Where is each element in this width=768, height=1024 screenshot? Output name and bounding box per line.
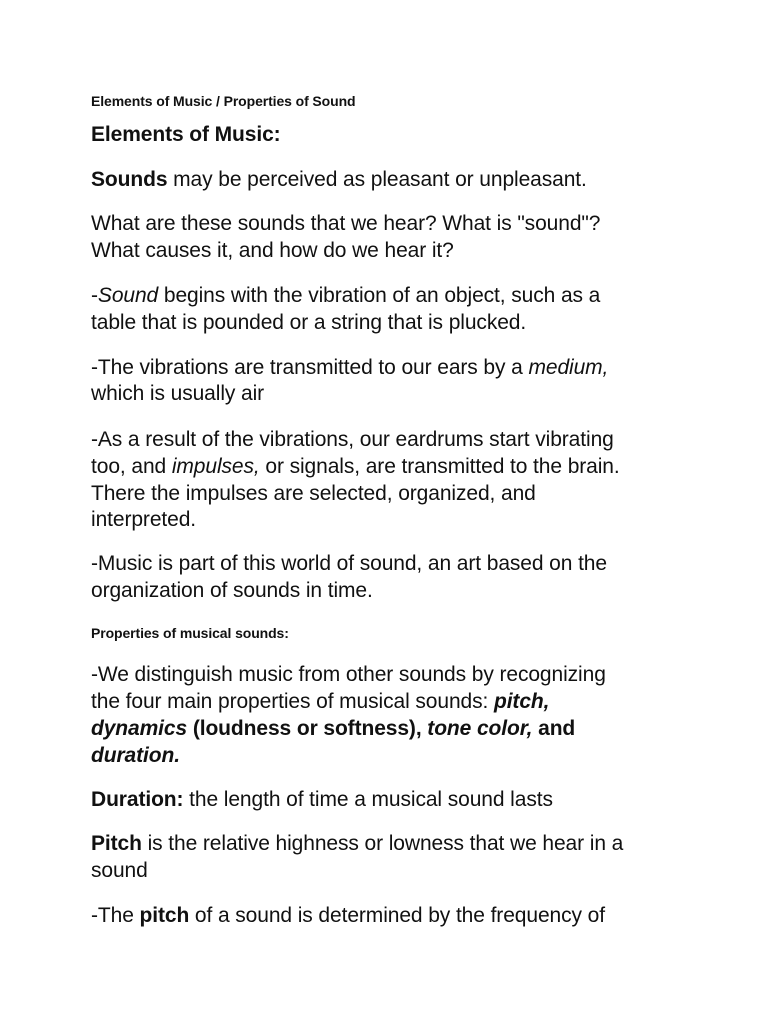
paragraph-pitch-line1: Pitch is the relative highness or lowness that we hear in a <box>91 832 624 855</box>
tone-color-term: tone color, <box>427 717 533 740</box>
paragraph-sounds: Sounds may be perceived as pleasant or unpleasant. <box>91 168 587 191</box>
paragraph-properties-line4 <box>91 743 180 769</box>
paragraph-properties-line1: -We distinguish music from other sounds by recognizing <box>91 663 606 686</box>
pitch-label: Pitch <box>91 832 142 855</box>
paragraph-music-line1: -Music is part of this world of sound, an art based on the <box>91 552 607 575</box>
impulses-term: impulses, <box>171 455 260 478</box>
paragraph-questions-line2: What causes it, and how do we hear it? <box>91 239 454 262</box>
paragraph-properties-line3: dynamics (loudness or softness), tone color, and <box>91 717 576 740</box>
paragraph-medium-line1: -The vibrations are transmitted to our ears by a medium, <box>91 356 609 379</box>
duration-label: Duration: <box>91 788 184 811</box>
paragraph-music-line2: organization of sounds in time. <box>91 579 373 602</box>
paragraph-vibration-line2: table that is pounded or a string that is plucked. <box>91 311 527 334</box>
paragraph-eardrums-line4: interpreted. <box>91 508 197 531</box>
paragraph-eardrums-line2: too, and impulses, or signals, are transmitted to the brain. <box>91 455 620 478</box>
paragraph-pitch-line2: sound <box>91 859 148 882</box>
dynamics-term: dynamics <box>91 717 188 740</box>
paragraph-questions-line1: What are these sounds that we hear? What is "sound"? <box>91 212 601 235</box>
duration-term: duration. <box>91 744 180 767</box>
pitch-term-inline: pitch <box>139 904 190 927</box>
paragraph-eardrums-line1: -As a result of the vibrations, our eardrums start vibrating <box>91 428 614 451</box>
paragraph-eardrums-line3: There the impulses are selected, organized, and <box>91 482 536 505</box>
paragraph-frequency: -The pitch of a sound is determined by the frequency of <box>91 904 605 927</box>
document-title: Elements of Music / Properties of Sound <box>91 93 356 109</box>
pitch-term: pitch, <box>493 690 550 713</box>
section-heading: Elements of Music: <box>91 123 281 146</box>
paragraph-medium-line2: which is usually air <box>91 382 265 405</box>
sound-term: Sound <box>97 284 159 307</box>
medium-term: medium, <box>528 356 609 379</box>
subheading-properties: Properties of musical sounds: <box>91 625 289 641</box>
paragraph-properties-line2: the four main properties of musical sounds: pitch, <box>91 690 550 713</box>
sounds-term: Sounds <box>91 168 168 191</box>
paragraph-vibration-line1: -Sound begins with the vibration of an object, such as a <box>91 284 601 307</box>
paragraph-duration: Duration: the length of time a musical sound lasts <box>91 788 553 811</box>
